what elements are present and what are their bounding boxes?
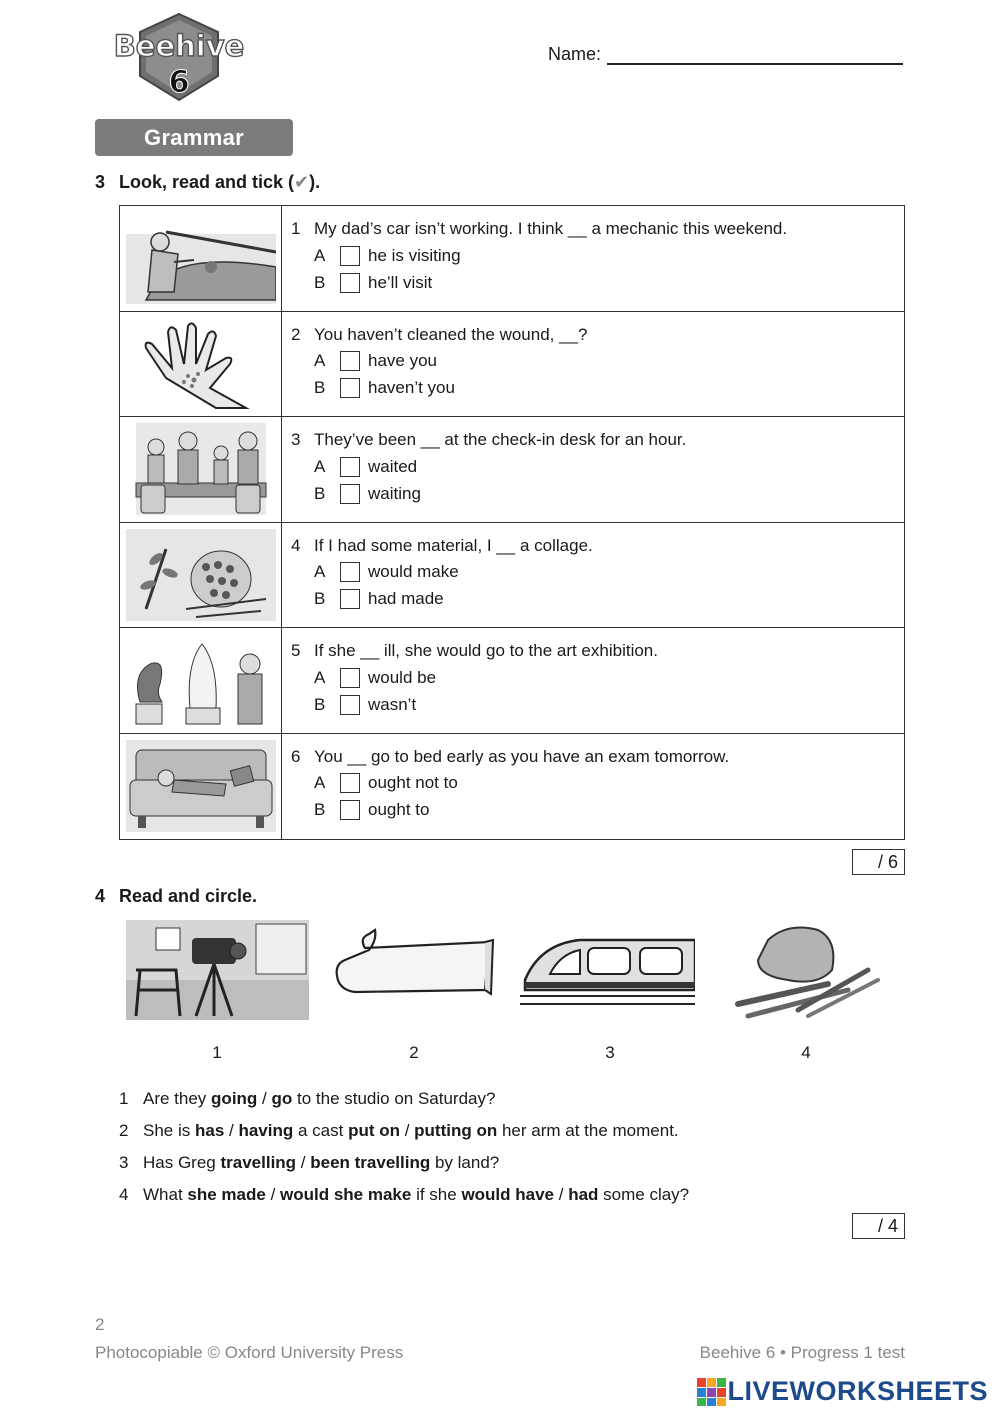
ex4-number: 4 <box>95 886 106 906</box>
question-block <box>282 417 904 522</box>
ex3-row <box>120 312 904 418</box>
sentence-text: if she <box>411 1185 462 1204</box>
ex4-title <box>95 886 257 907</box>
question-number: 4 <box>291 535 301 555</box>
choice-had[interactable]: had <box>568 1185 599 1204</box>
ex3-row <box>120 417 904 523</box>
sentence-text: some clay? <box>598 1185 690 1204</box>
sentence-number: 2 <box>119 1121 129 1140</box>
footer-copyright: Photocopiable © Oxford University Press <box>95 1343 404 1362</box>
ex4-instruction: Read and circle. <box>119 886 258 906</box>
picture-label: 4 <box>801 1043 811 1062</box>
ex3-row <box>120 206 904 312</box>
question-number: 2 <box>291 324 301 344</box>
sentence-text: her arm at the moment. <box>497 1121 679 1140</box>
hand-wound-illustration <box>120 312 282 417</box>
liveworksheets-watermark <box>697 1376 988 1407</box>
tick-icon: ✔ <box>294 172 310 192</box>
ex3-title <box>95 172 320 193</box>
question-block <box>282 312 904 417</box>
q6-option-a-checkbox[interactable] <box>340 773 360 793</box>
option-letter: B <box>314 483 326 503</box>
ex3-table <box>119 205 905 840</box>
mechanic-illustration <box>120 206 282 311</box>
question-text: My dad’s car isn’t working. I think __ a mechanic this weekend. <box>314 219 788 238</box>
logo-level-text: 6 <box>168 65 190 100</box>
separator: / <box>257 1089 272 1108</box>
q6-option-b-checkbox[interactable] <box>340 800 360 820</box>
q3-option-b-checkbox[interactable] <box>340 484 360 504</box>
option-text: would make <box>368 562 459 581</box>
sentence-text: to the studio on Saturday? <box>292 1089 496 1108</box>
option-text: haven’t you <box>368 378 455 397</box>
question-block <box>282 523 904 628</box>
sentence-text: by land? <box>430 1153 500 1172</box>
choice-would-have[interactable]: would have <box>461 1185 555 1204</box>
option-letter: B <box>314 589 326 608</box>
option-letter: B <box>314 800 326 819</box>
choice-travelling[interactable]: travelling <box>220 1153 297 1172</box>
sofa-sleeping-illustration <box>120 734 282 840</box>
liveworksheets-logo-icon <box>697 1378 727 1406</box>
question-text: You haven’t cleaned the wound, __? <box>314 324 588 344</box>
q4-option-b-checkbox[interactable] <box>340 589 360 609</box>
clay-tools-illustration <box>728 920 888 1020</box>
question-text: You __ go to bed early as you have an exam tomorrow. <box>314 746 730 766</box>
sentence-text: Are they <box>143 1089 212 1108</box>
question-text: If I had some material, I __ a collage. <box>314 535 593 555</box>
option-text: waited <box>368 456 418 476</box>
q4-option-a-checkbox[interactable] <box>340 562 360 582</box>
page-number: 2 <box>95 1315 105 1334</box>
question-block <box>282 206 904 311</box>
choice-would-she-make[interactable]: would she make <box>280 1185 412 1204</box>
option-text: he is visiting <box>368 245 461 265</box>
q2-option-a-checkbox[interactable] <box>340 351 360 371</box>
question-number: 6 <box>291 746 301 766</box>
option-letter: B <box>314 272 326 292</box>
name-field <box>548 44 903 65</box>
separator: / <box>265 1185 281 1204</box>
name-label: Name: <box>548 44 602 64</box>
choice-been-travelling[interactable]: been travelling <box>310 1153 431 1172</box>
choice-has[interactable]: has <box>194 1121 225 1140</box>
choice-go[interactable]: go <box>271 1089 293 1108</box>
question-text: They’ve been __ at the check-in desk for an hour. <box>314 430 687 449</box>
option-letter: B <box>314 694 326 714</box>
separator: / <box>554 1185 569 1204</box>
film-studio-illustration <box>126 920 309 1020</box>
sentence-text: Has Greg <box>143 1153 221 1172</box>
option-letter: A <box>314 773 326 792</box>
q3-option-a-checkbox[interactable] <box>340 457 360 477</box>
choice-having[interactable]: having <box>238 1121 294 1140</box>
section-banner: Grammar <box>95 119 293 156</box>
option-letter: A <box>314 667 326 687</box>
option-letter: A <box>314 351 326 370</box>
sentence-number: 4 <box>119 1185 129 1204</box>
option-letter: B <box>314 378 326 397</box>
option-letter: A <box>314 456 326 476</box>
choice-she-made[interactable]: she made <box>187 1185 266 1204</box>
separator: / <box>296 1153 311 1172</box>
picture-label: 3 <box>605 1043 615 1062</box>
ex3-instruction-end: ). <box>309 172 321 192</box>
option-letter: A <box>314 245 326 265</box>
option-text: he’ll visit <box>368 272 433 292</box>
ex4-score-box: / 4 <box>852 1213 905 1239</box>
q1-option-b-checkbox[interactable] <box>340 273 360 293</box>
option-letter: A <box>314 562 326 581</box>
option-text: wasn’t <box>368 694 417 714</box>
option-text: waiting <box>368 483 421 503</box>
waiting-family-illustration <box>120 417 282 522</box>
option-text: had made <box>368 589 444 608</box>
choice-going[interactable]: going <box>211 1089 258 1108</box>
option-text: ought to <box>368 800 430 819</box>
question-text: If she __ ill, she would go to the art exhibition. <box>314 641 658 660</box>
choice-put-on[interactable]: put on <box>348 1121 400 1140</box>
list-item <box>119 1115 689 1147</box>
arm-cast-illustration <box>325 920 495 1020</box>
footer-test-title: Beehive 6 • Progress 1 test <box>699 1343 905 1362</box>
question-number: 3 <box>291 430 301 449</box>
question-block <box>282 628 904 733</box>
ex3-row <box>120 628 904 734</box>
collage-illustration <box>120 523 282 628</box>
sentence-number: 3 <box>119 1153 129 1172</box>
q5-option-b-checkbox[interactable] <box>340 695 360 715</box>
q5-option-a-checkbox[interactable] <box>340 668 360 688</box>
q2-option-b-checkbox[interactable] <box>340 378 360 398</box>
picture-label: 2 <box>409 1043 419 1062</box>
sentence-number: 1 <box>119 1089 129 1108</box>
option-text: ought not to <box>368 773 458 792</box>
ex3-row <box>120 523 904 629</box>
logo-brand-text: Beehive <box>113 29 245 63</box>
train-illustration <box>520 920 695 1020</box>
beehive-logo <box>112 12 247 104</box>
sculptures-illustration <box>120 628 282 733</box>
choice-putting-on[interactable]: putting on <box>414 1121 498 1140</box>
picture-label: 1 <box>212 1043 222 1062</box>
sentence-text: She is <box>143 1121 195 1140</box>
separator: / <box>399 1121 415 1140</box>
q1-option-a-checkbox[interactable] <box>340 246 360 266</box>
liveworksheets-text: LIVEWORKSHEETS <box>727 1376 988 1406</box>
option-text: would be <box>368 667 437 687</box>
sentence-text: What <box>143 1185 188 1204</box>
question-number: 1 <box>291 219 301 238</box>
list-item <box>119 1083 689 1115</box>
ex3-row <box>120 734 904 840</box>
sentence-text: a cast <box>293 1121 349 1140</box>
ex3-instruction: Look, read and tick ( <box>119 172 295 192</box>
ex3-score-box: / 6 <box>852 849 905 875</box>
question-number: 5 <box>291 641 301 660</box>
option-text: have you <box>368 351 437 370</box>
list-item <box>119 1147 689 1179</box>
separator: / <box>224 1121 239 1140</box>
question-block <box>282 734 904 840</box>
list-item <box>119 1179 689 1211</box>
name-input-line[interactable] <box>607 45 903 65</box>
ex3-number: 3 <box>95 172 106 192</box>
ex4-pictures <box>120 920 900 1030</box>
ex4-sentence-list <box>119 1083 689 1211</box>
